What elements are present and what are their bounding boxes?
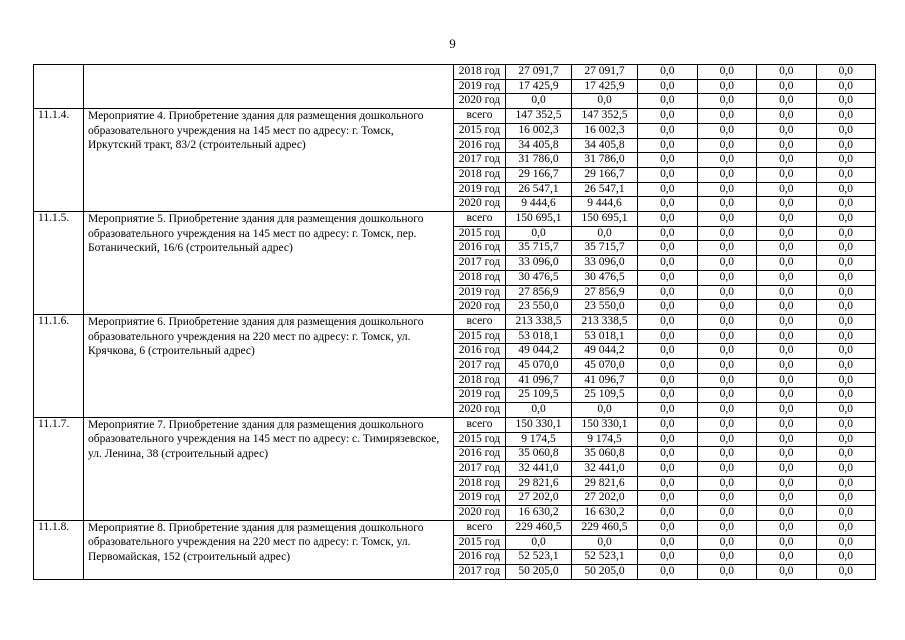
period-cell: 2018 год [454,65,506,80]
amount-cell: 0,0 [697,359,757,374]
period-cell: 2019 год [454,388,506,403]
amount-cell: 0,0 [638,491,698,506]
amount-cell: 0,0 [816,432,876,447]
amount-cell: 0,0 [697,461,757,476]
amount-cell: 17 425,9 [506,79,572,94]
amount-cell: 0,0 [638,550,698,565]
measure-code: 11.1.4. [34,109,84,212]
amount-cell: 0,0 [816,212,876,227]
period-cell: 2018 год [454,270,506,285]
amount-cell: 0,0 [697,300,757,315]
amount-cell: 0,0 [816,300,876,315]
table-row [34,212,876,227]
amount-cell: 150 695,1 [506,212,572,227]
amount-cell: 0,0 [506,226,572,241]
amount-cell: 30 476,5 [572,270,638,285]
amount-cell: 0,0 [757,432,817,447]
amount-cell: 0,0 [697,241,757,256]
amount-cell: 0,0 [816,226,876,241]
period-cell: 2017 год [454,564,506,579]
amount-cell: 0,0 [816,476,876,491]
amount-cell: 0,0 [697,94,757,109]
amount-cell: 0,0 [638,123,698,138]
amount-cell: 0,0 [697,138,757,153]
amount-cell: 150 695,1 [572,212,638,227]
amount-cell: 0,0 [757,65,817,80]
amount-cell: 0,0 [816,373,876,388]
measure-code: 11.1.8. [34,520,84,579]
amount-cell: 0,0 [638,314,698,329]
amount-cell: 32 441,0 [572,461,638,476]
amount-cell: 0,0 [697,256,757,271]
amount-cell: 29 821,6 [572,476,638,491]
amount-cell: 0,0 [757,476,817,491]
amount-cell: 31 786,0 [506,153,572,168]
amount-cell: 9 444,6 [506,197,572,212]
amount-cell: 0,0 [757,123,817,138]
amount-cell: 0,0 [816,403,876,418]
amount-cell: 0,0 [638,65,698,80]
measure-code: 11.1.5. [34,212,84,315]
period-cell: 2020 год [454,403,506,418]
amount-cell: 0,0 [757,300,817,315]
period-cell: 2017 год [454,461,506,476]
amount-cell: 0,0 [572,226,638,241]
amount-cell: 53 018,1 [572,329,638,344]
measure-code: 11.1.6. [34,314,84,417]
amount-cell: 0,0 [697,447,757,462]
amount-cell: 0,0 [757,270,817,285]
amount-cell: 0,0 [697,123,757,138]
amount-cell: 0,0 [757,182,817,197]
amount-cell: 27 202,0 [572,491,638,506]
amount-cell: 0,0 [757,535,817,550]
amount-cell: 0,0 [638,270,698,285]
amount-cell: 0,0 [757,461,817,476]
amount-cell: 0,0 [757,550,817,565]
period-cell: 2017 год [454,256,506,271]
amount-cell: 50 205,0 [506,564,572,579]
amount-cell: 41 096,7 [506,373,572,388]
amount-cell: 9 444,6 [572,197,638,212]
period-cell: 2019 год [454,285,506,300]
amount-cell: 0,0 [697,109,757,124]
amount-cell: 33 096,0 [506,256,572,271]
amount-cell: 0,0 [638,329,698,344]
amount-cell: 0,0 [757,447,817,462]
amount-cell: 0,0 [816,314,876,329]
period-cell: всего [454,109,506,124]
amount-cell: 0,0 [697,329,757,344]
amount-cell: 16 630,2 [506,506,572,521]
amount-cell: 0,0 [697,535,757,550]
amount-cell: 147 352,5 [572,109,638,124]
amount-cell: 0,0 [572,403,638,418]
amount-cell: 25 109,5 [572,388,638,403]
amount-cell: 16 002,3 [572,123,638,138]
amount-cell: 0,0 [816,535,876,550]
amount-cell: 147 352,5 [506,109,572,124]
amount-cell: 0,0 [638,285,698,300]
amount-cell: 0,0 [697,314,757,329]
amount-cell: 0,0 [638,388,698,403]
amount-cell: 52 523,1 [572,550,638,565]
amount-cell: 0,0 [697,476,757,491]
amount-cell: 30 476,5 [506,270,572,285]
period-cell: 2020 год [454,197,506,212]
measure-description: Мероприятие 7. Приобретение здания для размещения дошкольного образовательного учреждения на 145 мест по адресу: с. Тимирязевское, ул. Ленина, 38 (строительный адрес) [84,417,454,520]
amount-cell: 0,0 [757,329,817,344]
measure-description: Мероприятие 5. Приобретение здания для размещения дошкольного образовательного учреждения на 145 мест по адресу: г. Томск, пер. Ботанический, 16/6 (строительный адрес) [84,212,454,315]
measure-description: Мероприятие 6. Приобретение здания для размещения дошкольного образовательного учреждения на 220 мест по адресу: г. Томск, ул. Крячкова, 6 (строительный адрес) [84,314,454,417]
amount-cell: 0,0 [816,520,876,535]
amount-cell: 29 166,7 [506,167,572,182]
amount-cell: 229 460,5 [572,520,638,535]
period-cell: 2020 год [454,94,506,109]
amount-cell: 45 070,0 [572,359,638,374]
amount-cell: 0,0 [816,461,876,476]
amount-cell: 0,0 [757,417,817,432]
amount-cell: 35 060,8 [506,447,572,462]
measure-description [84,65,454,109]
amount-cell: 0,0 [638,403,698,418]
amount-cell: 27 856,9 [506,285,572,300]
amount-cell: 35 715,7 [506,241,572,256]
amount-cell: 0,0 [757,94,817,109]
amount-cell: 0,0 [757,153,817,168]
amount-cell: 0,0 [638,344,698,359]
amount-cell: 0,0 [757,212,817,227]
amount-cell: 0,0 [638,432,698,447]
amount-cell: 9 174,5 [506,432,572,447]
period-cell: 2016 год [454,241,506,256]
amount-cell: 0,0 [638,535,698,550]
amount-cell: 45 070,0 [506,359,572,374]
amount-cell: 0,0 [638,182,698,197]
amount-cell: 0,0 [638,226,698,241]
amount-cell: 0,0 [572,94,638,109]
period-cell: 2018 год [454,373,506,388]
table-row [34,520,876,535]
amount-cell: 0,0 [757,256,817,271]
amount-cell: 9 174,5 [572,432,638,447]
measure-code: 11.1.7. [34,417,84,520]
period-cell: 2019 год [454,491,506,506]
amount-cell: 26 547,1 [506,182,572,197]
amount-cell: 0,0 [697,285,757,300]
amount-cell: 0,0 [757,373,817,388]
page-number: 9 [449,36,456,51]
amount-cell: 0,0 [697,506,757,521]
amount-cell: 31 786,0 [572,153,638,168]
amount-cell: 0,0 [506,94,572,109]
amount-cell: 0,0 [816,344,876,359]
amount-cell: 0,0 [757,138,817,153]
table-row [34,109,876,124]
amount-cell: 0,0 [757,285,817,300]
amount-cell: 0,0 [816,270,876,285]
amount-cell: 0,0 [697,182,757,197]
amount-cell: 0,0 [638,359,698,374]
amount-cell: 0,0 [816,182,876,197]
amount-cell: 0,0 [757,167,817,182]
amount-cell: 34 405,8 [506,138,572,153]
amount-cell: 23 550,0 [506,300,572,315]
amount-cell: 34 405,8 [572,138,638,153]
amount-cell: 29 166,7 [572,167,638,182]
amount-cell: 0,0 [816,506,876,521]
amount-cell: 0,0 [757,109,817,124]
amount-cell: 0,0 [638,373,698,388]
period-cell: всего [454,520,506,535]
amount-cell: 0,0 [757,403,817,418]
table-row [34,65,876,80]
amount-cell: 0,0 [697,432,757,447]
amount-cell: 0,0 [816,109,876,124]
amount-cell: 0,0 [697,344,757,359]
amount-cell: 0,0 [757,79,817,94]
amount-cell: 41 096,7 [572,373,638,388]
amount-cell: 0,0 [816,94,876,109]
amount-cell: 0,0 [697,270,757,285]
amount-cell: 150 330,1 [572,417,638,432]
amount-cell: 50 205,0 [572,564,638,579]
period-cell: 2018 год [454,167,506,182]
amount-cell: 0,0 [506,403,572,418]
measure-description: Мероприятие 4. Приобретение здания для размещения дошкольного образовательного учреждения на 145 мест по адресу: г. Томск, Иркутский тракт, 83/2 (строительный адрес) [84,109,454,212]
amount-cell: 0,0 [757,197,817,212]
amount-cell: 0,0 [638,109,698,124]
amount-cell: 0,0 [757,388,817,403]
period-cell: 2015 год [454,123,506,138]
amount-cell: 25 109,5 [506,388,572,403]
period-cell: 2015 год [454,226,506,241]
amount-cell: 27 091,7 [506,65,572,80]
amount-cell: 0,0 [816,491,876,506]
amount-cell: 0,0 [816,359,876,374]
amount-cell: 0,0 [638,79,698,94]
amount-cell: 23 550,0 [572,300,638,315]
amount-cell: 0,0 [697,79,757,94]
amount-cell: 0,0 [816,138,876,153]
amount-cell: 0,0 [638,476,698,491]
period-cell: 2020 год [454,506,506,521]
amount-cell: 0,0 [638,138,698,153]
amount-cell: 213 338,5 [572,314,638,329]
period-cell: 2017 год [454,359,506,374]
amount-cell: 17 425,9 [572,79,638,94]
amount-cell: 0,0 [697,388,757,403]
amount-cell: 0,0 [638,564,698,579]
amount-cell: 0,0 [638,167,698,182]
amount-cell: 52 523,1 [506,550,572,565]
table-row [34,417,876,432]
measure-code [34,65,84,109]
amount-cell: 0,0 [757,520,817,535]
amount-cell: 35 060,8 [572,447,638,462]
amount-cell: 0,0 [638,461,698,476]
amount-cell: 0,0 [572,535,638,550]
period-cell: всего [454,314,506,329]
amount-cell: 0,0 [816,564,876,579]
amount-cell: 0,0 [757,241,817,256]
amount-cell: 0,0 [816,329,876,344]
amount-cell: 0,0 [816,167,876,182]
amount-cell: 0,0 [816,256,876,271]
period-cell: 2015 год [454,329,506,344]
amount-cell: 0,0 [697,550,757,565]
amount-cell: 26 547,1 [572,182,638,197]
amount-cell: 0,0 [697,65,757,80]
amount-cell: 0,0 [757,491,817,506]
amount-cell: 0,0 [757,506,817,521]
period-cell: 2015 год [454,535,506,550]
amount-cell: 0,0 [816,417,876,432]
amount-cell: 49 044,2 [506,344,572,359]
amount-cell: 0,0 [697,491,757,506]
amount-cell: 0,0 [816,241,876,256]
amount-cell: 0,0 [697,212,757,227]
period-cell: 2020 год [454,300,506,315]
amount-cell: 27 202,0 [506,491,572,506]
amount-cell: 0,0 [816,197,876,212]
amount-cell: 0,0 [816,285,876,300]
amount-cell: 0,0 [638,520,698,535]
amount-cell: 0,0 [638,417,698,432]
amount-cell: 0,0 [638,300,698,315]
amount-cell: 0,0 [638,256,698,271]
period-cell: 2016 год [454,138,506,153]
measure-description: Мероприятие 8. Приобретение здания для размещения дошкольного образовательного учреждения на 220 мест по адресу: г. Томск, ул. Первомайская, 152 (строительный адрес) [84,520,454,579]
period-cell: всего [454,212,506,227]
amount-cell: 0,0 [757,564,817,579]
amount-cell: 0,0 [757,314,817,329]
amount-cell: 0,0 [816,550,876,565]
amount-cell: 0,0 [816,153,876,168]
funding-table [33,64,876,580]
amount-cell: 0,0 [697,197,757,212]
amount-cell: 29 821,6 [506,476,572,491]
amount-cell: 0,0 [697,373,757,388]
period-cell: 2016 год [454,447,506,462]
amount-cell: 49 044,2 [572,344,638,359]
amount-cell: 0,0 [697,417,757,432]
amount-cell: 27 091,7 [572,65,638,80]
amount-cell: 0,0 [816,388,876,403]
amount-cell: 0,0 [638,153,698,168]
period-cell: 2019 год [454,182,506,197]
amount-cell: 0,0 [816,79,876,94]
period-cell: 2017 год [454,153,506,168]
period-cell: 2018 год [454,476,506,491]
amount-cell: 35 715,7 [572,241,638,256]
amount-cell: 0,0 [816,447,876,462]
amount-cell: 32 441,0 [506,461,572,476]
amount-cell: 0,0 [816,123,876,138]
amount-cell: 0,0 [506,535,572,550]
amount-cell: 33 096,0 [572,256,638,271]
amount-cell: 0,0 [638,506,698,521]
amount-cell: 0,0 [638,447,698,462]
amount-cell: 0,0 [697,403,757,418]
amount-cell: 0,0 [638,212,698,227]
amount-cell: 0,0 [757,226,817,241]
amount-cell: 150 330,1 [506,417,572,432]
amount-cell: 0,0 [638,241,698,256]
period-cell: 2016 год [454,344,506,359]
amount-cell: 0,0 [697,520,757,535]
amount-cell: 0,0 [757,359,817,374]
amount-cell: 16 002,3 [506,123,572,138]
amount-cell: 0,0 [697,226,757,241]
amount-cell: 27 856,9 [572,285,638,300]
amount-cell: 229 460,5 [506,520,572,535]
table-row [34,314,876,329]
period-cell: 2019 год [454,79,506,94]
amount-cell: 53 018,1 [506,329,572,344]
amount-cell: 213 338,5 [506,314,572,329]
amount-cell: 0,0 [697,167,757,182]
amount-cell: 0,0 [697,564,757,579]
amount-cell: 16 630,2 [572,506,638,521]
period-cell: всего [454,417,506,432]
amount-cell: 0,0 [638,94,698,109]
amount-cell: 0,0 [757,344,817,359]
amount-cell: 0,0 [638,197,698,212]
amount-cell: 0,0 [816,65,876,80]
period-cell: 2015 год [454,432,506,447]
amount-cell: 0,0 [697,153,757,168]
period-cell: 2016 год [454,550,506,565]
